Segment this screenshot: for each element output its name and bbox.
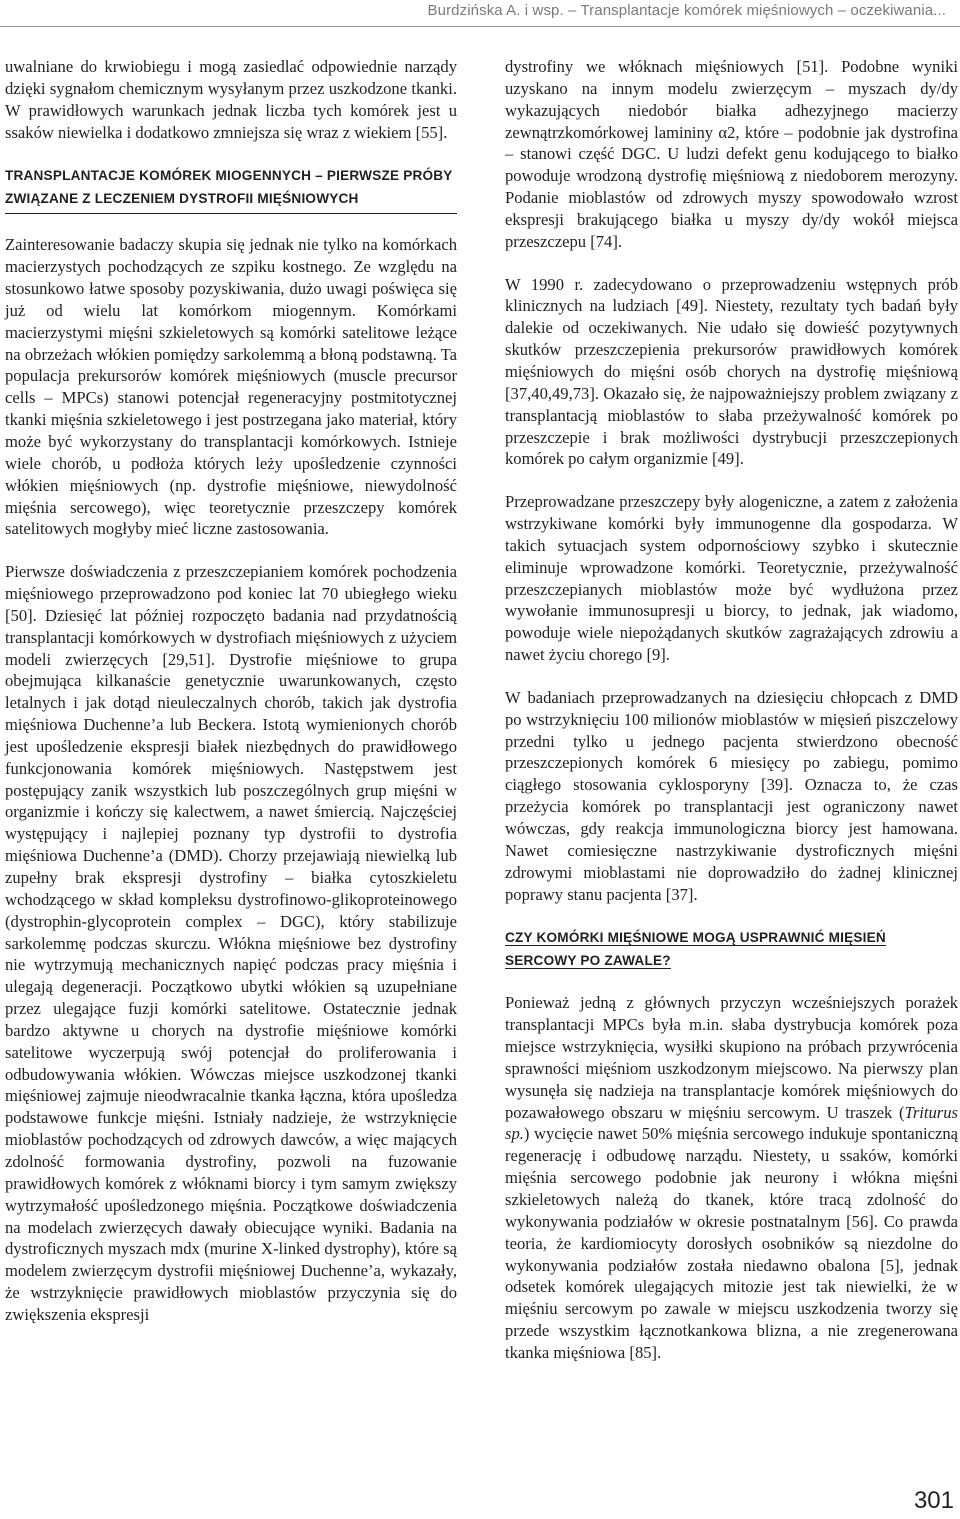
paragraph-text: ) wycięcie nawet 50% mięśnia sercowego indukuje spontaniczną regenerację i odbudowę narządu. Niestety, u ssaków, komórki mięśnia sercowego podobnie jak neurony i włókna mięśni szkieletowych należą do tkanek, które tracą zdolność do wykonywania podziałów w okresie postnatalnym [56]. Co prawda teoria, że kardiomiocyty dorosłych osobników są niezdolne do wykonywania podziałów została niedawno obalona [5], jednak odsetek komórek ulegających mitozie jest tak niewielki, że w mięśniu sercowym po zawale w miejscu uszkodzenia tworzy się przede wszystkim łącznotkankowa blizna, a nie zregenerowana tkanka mięśniowa [85]. — [505, 1124, 958, 1362]
left-column — [5, 56, 457, 1347]
section-heading-text: CZY KOMÓRKI MIĘŚNIOWE MOGĄ USPRAWNIĆ MIĘSIEŃ SERCOWY PO ZAWALE? — [505, 930, 886, 969]
section-heading: TRANSPLANTACJE KOMÓREK MIOGENNYCH – PIERWSZE PRÓBY ZWIĄZANE Z LECZENIEM DYSTROFII MIĘŚNIOWYCH — [5, 164, 457, 214]
section-heading — [505, 926, 958, 972]
paragraph: dystrofiny we włóknach mięśniowych [51]. Podobne wyniki uzyskano na innym modelu zwierzęcym – myszach dy/dy wykazujących niedobór białka adhezyjnego macierzy zewnątrzkomórkowej lamininy α2, które – podobnie jak dystrofina – stanowi część DGC. U ludzi defekt genu kodującego to białko powoduje wrodzoną dystrofię mięśniową z niedoborem merozyny. Podanie mioblastów od zdrowych myszy spowodowało wzrost ekspresji brakującego białka u myszy dy/dy wokół miejsca przeszczepu [74]. — [505, 57, 958, 251]
paragraph: W 1990 r. zadecydowano o przeprowadzeniu wstępnych prób klinicznych na ludziach [49]. Niestety, rezultaty tych badań były dalekie od oczekiwanych. Nie udało się dowieść pozytywnych skutków przeszczepienia prekursorów prawidłowych komórek mięśniowych do mięśni osób chorych na dystrofię mięśniową [37,40,49,73]. Okazało się, że najpoważniejszy problem związany z transplantacją mioblastów to słaba przeżywalność komórek po przeszczepie i brak możliwości dystrybucji przeszczepionych komórek po całym organizmie [49]. — [505, 274, 958, 469]
paragraph: Przeprowadzane przeszczepy były alogeniczne, a zatem z założenia wstrzykiwane komórki były immunogenne dla gospodarza. W takich sytuacjach system odpornościowy szybko i skutecznie eliminuje wprowadzone komórki. Teoretycznie, przeżywalność przeszczepianych mioblastów może być wydłużona przez wywołanie immunosupresji u biorcy, to jednak, jak wiadomo, powoduje wiele niepożądanych skutków zagrażających zdrowiu a nawet życiu chorego [9]. — [505, 492, 958, 665]
paragraph: Zainteresowanie badaczy skupia się jednak nie tylko na komórkach macierzystych pochodzących ze szpiku kostnego. Ze względu na stosunkowo łatwe sposoby pozyskiwania, dużo uwagi poświęca się już od wielu lat komórkom miogennym. Komórkami macierzystymi mięśni szkieletowych są komórki satelitowe leżące na obrzeżach włókien pomiędzy sarkolemmą a błoną podstawną. Ta populacja prekursorów komórek mięśniowych (muscle precursor cells – MPCs) stanowi potencjał regeneracyjny postmitotycznej tkanki mięśnia szkieletowego i jest postrzegana jako materiał, który może być wykorzystany do transplantacji komórkowych. Istnieje wiele chorób, u podłoża których leży upośledzenie czynności włókien mięśniowych (np. dystrofie mięśniowe, niewydolność mięśnia sercowego), więc teoretycznie przeszczepy komórek satelitowych mogłyby mieć liczne zastosowania. — [5, 235, 457, 539]
section-heading-block — [505, 926, 958, 972]
running-header: Burdzińska A. i wsp. – Transplantacje komórek mięśniowych – oczekiwania... — [427, 2, 946, 19]
paragraph: uwalniane do krwiobiegu i mogą zasiedlać odpowiednie narządy dzięki sygnałom chemicznym wysyłanym przez uszkodzone tkanki. W prawidłowych warunkach jednak liczba tych komórek jest u ssaków niewielka i dodatkowo zmniejsza się wraz z wiekiem [55]. — [5, 57, 457, 142]
right-column — [505, 56, 958, 1385]
paragraph-text: Ponieważ jedną z głównych przyczyn wcześniejszych porażek transplantacji MPCs była m.in. słaba dystrybucja komórek poza miejsce wstrzyknięcia, wysiłki skupiono na próbach przywrócenia sprawności mięśniom uszkodzonym miejscowo. Na pierwszy plan wysunęła się nadzieja na transplantacje komórek mięśniowych do pozawałowego obszaru w mięśniu sercowym. U traszek ( — [505, 993, 958, 1122]
species-name: Triturus sp. — [505, 1102, 958, 1144]
paragraph: W badaniach przeprowadzanych na dziesięciu chłopcach z DMD po wstrzyknięciu 100 milionów mioblastów w mięsień piszczelowy przedni tylko u jednego pacjenta stwierdzono obecność przeszczepionych komórek 6 miesięcy po zabiegu, pomimo ciągłego stosowania cyklosporyny [39]. Oznacza to, że czas przeżycia komórek po transplantacji jest ograniczony nawet wówczas, gdy reakcja immunologiczna biorcy jest hamowana. Nawet comiesięczne nastrzykiwanie dystroficznych mięśni zdrowymi mioblastami nie doprowadziło do żadnej klinicznej poprawy stanu pacjenta [37]. — [505, 687, 958, 904]
page-number: 301 — [913, 1487, 954, 1514]
paragraph — [505, 992, 958, 1363]
paragraph: Pierwsze doświadczenia z przeszczepianiem komórek pochodzenia mięśniowego przeprowadzono pod koniec lat 70 ubiegłego wieku [50]. Dziesięć lat później rozpoczęto badania nad przydatnością transplantacji komórkowych w dystrofiach mięśniowych z użyciem modeli zwierzęcych [29,51]. Dystrofie mięśniowe to grupa obejmująca kilkanaście genetycznie uwarunkowanych, często letalnych i jak dotąd nieuleczalnych chorób, takich jak dystrofia mięśniowa Duchenne’a lub Beckera. Istotą wymienionych chorób jest upośledzenie ekspresji białek niezbędnych do prawidłowego funkcjonowania komórek mięśniowych. Następstwem jest postępujący zanik wszystkich lub poszczególnych grup mięśni w organizmie i kończy się kalectwem, a nawet śmiercią. Najczęściej występujący i najlepiej poznany typ dystrofii to dystrofia mięśniowa Duchenne’a (DMD). Chorzy przejawiają niewielką lub zupełny brak ekspresji dystrofiny – białka cytoszkieletu wchodzącego w skład kompleksu dystrofinowo-glikoproteinowego (dystrophin-glycoprotein complex – DGC), który stabilizuje sarkolemmę podczas skurczu. Włókna mięśniowe bez dystrofiny nie wytrzymują mechanicznych napięć podczas pracy mięśnia i ulegają degeneracji. Początkowo ubytki włókien są uzupełniane przez ulegające fuzji komórki satelitowe. Ostatecznie jednak bardzo aktywne u chorych na dystrofie mięśniowe komórki satelitowe wyczerpują swój potencjał do proliferowania i odbudowywania włókien. Wówczas miejsce uszkodzonej tkanki mięśniowej zajmuje nieodwracalnie tkanka łączna, która upośledza podstawowe funkcje mięśni. Istniały nadzieje, że wstrzyknięcie mioblastów pochodzących od zdrowych dawców, a więc mających zdolność formowania dystrofiny, pozwoli na fuzowanie prawidłowych komórek z włóknami biorcy i tym samym zwiększy wytrzymałość upośledzonego mięśnia. Początkowe doświadczenia na modelach zwierzęcych dawały obiecujące wyniki. Badania na dystroficznych myszach mdx (murine X-linked dystrophy), które są modelem zwierzęcym dystrofii mięśniowej Duchenne’a, wykazały, że wstrzyknięcie prawidłowych mioblastów przyczynia się do zwiększenia ekspresji — [5, 562, 457, 1324]
section-heading-block — [5, 164, 457, 214]
header-rule — [0, 26, 960, 27]
